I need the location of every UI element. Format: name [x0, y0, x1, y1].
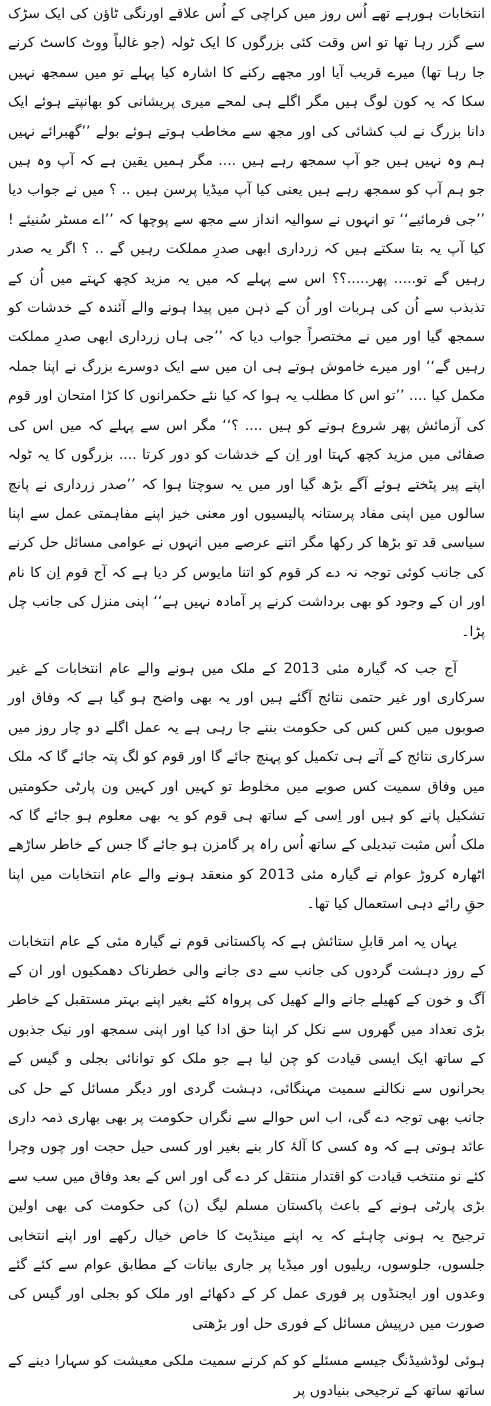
- article-paragraph-1: انتخابات ہورہے تھے اُس روز میں کراچی کے اُس علاقے اورنگی ٹاؤن کی ایک سڑک سے گزر رہا تھا تو اس وقت کئی بزرگوں کا ایک ٹولہ (جو غالباً ووٹ کاسٹ کرنے جا رہا تھا) میرے قریب آیا اور مجھے رکنے کا اشارہ کیا پہلے تو میں سمجھ نہیں سکا کہ یہ کون لوگ ہیں مگر اگلے ہی لمحے میری پریشانی کو بھانپتے ہوئے ایک دانا بزرگ نے لب کشائی کی اور مجھ سے مخاطب ہوتے ہوئے بولے ’’گھبرائے نہیں ہم وہ نہیں ہیں جو آپ سمجھ رہے ہیں .... مگر ہمیں یقین ہے کہ آپ وہ ہیں جو ہم آپ کو سمجھ رہے ہیں یعنی کیا آپ میڈیا پرسن ہیں .. ؟ میں نے جواب دیا ’’جی فرمائیے‘‘ تو انہوں نے سوالیہ انداز سے مجھ سے پوچھا کہ ’’اے مسٹر سُنیئے ! کیا آپ یہ بتا سکتے ہیں کہ زرداری ابھی صدرِ مملکت رہیں گے .. ؟ اگر یہ صدر رہیں گے تو..... پھر.....؟؟ اس سے پہلے کہ میں یہ مزید کچھ کہتے میں اُن کے تذبذب سے اُن کی ہربات اور اُن کے ذہن میں پیدا ہونے والے آئندہ کے خدشات کو سمجھ گیا اور میں نے مختصراً جواب دیا کہ ’’جی ہاں زرداری ابھی صدرِ مملکت رہیں گے‘‘ اور میرے خاموش ہوتے ہی ان میں سے ایک دوسرے بزرگ نے اپنا جملہ مکمل کیا .... ’’تو اس کا مطلب یہ ہوا کہ کیا نئے حکمرانوں کا کڑا امتحان اور قوم کی آزمائش پھر شروع ہونے کو ہیں .... ؟‘‘ مگر اس سے پہلے کہ میں اس کی صفائی میں مزید کچھ کہتا اور اِن کے خدشات کو دور کرتا .... بزرگوں کا یہ ٹولہ اپنے پیر پٹختے ہوئے آگے بڑھ گیا اور میں یہ سوچتا ہوا کہ ’’صدر زرداری نے پانچ سالوں میں اپنی مفاد پرستانہ پالیسیوں اور معنی خیز اپنے مفاہمتی عمل سے اپنا سیاسی قد تو بڑھا کر رکھا مگر اتنے عرصے میں انہوں نے عوامی مسائل حل کرنے کی جانب کوئی توجہ نہ دے کر قوم کو اتنا مایوس کر دیا ہے کہ آج قوم اِن کا نام اور ان کے وجود کو بھی برداشت کرنے پر آمادہ نہیں ہے‘‘ اپنی منزل کی جانب چل پڑا۔: [8, 6, 485, 640]
- article-paragraph-2: آج جب کہ گیارہ مئی 2013 کے ملک میں ہونے والے عام انتخابات کے غیر سرکاری اور غیر حتمی نتائج آگئے ہیں اور یہ بھی واضح ہو گیا ہے کہ وفاق اور صوبوں میں کس کس کی حکومت بننے جا رہی ہے یہ عمل اگلے دو چار روز میں سرکاری نتائج کے آتے ہی تکمیل کو پہنچ جائے گا اور قوم کو لگ پتہ جائے گا کہ ملک میں وفاق سمیت کس صوبے میں مخلوط تو کہیں اور کہیں ون پارٹی حکومتیں تشکیل پانے کو ہیں اور اِسی کے ساتھ ہی قوم کو یہ بھی معلوم ہو جائے گا کہ ملک اُس مثبت تبدیلی کے ساتھ اُس راہ پر گامزن ہو جائے گا جس کے خاطر ساڑھے اٹھارہ کروڑ عوام نے گیارہ مئی 2013 کو منعقد ہونے والے عام انتخابات میں اپنا حقِ رائے دہی استعمال کیا تھا۔: [8, 660, 485, 913]
- article-paragraph-3: یہاں یہ امر قابلِ ستائش ہے کہ پاکستانی قوم نے گیارہ مئی کے عام انتخابات کے روز دہشت گردوں کی جانب سے دی جانے والی خطرناک دھمکیوں اور ان کے آگ و خون کے کھیلے جانے والے کھیل کی پرواہ کئے بغیر اپنے بہتر مستقبل کے خاطر بڑی تعداد میں گھروں سے نکل کر اپنا حق ادا کیا اور اپنی سمجھ اور نیک جذبوں کے ساتھ ایک ایسی قیادت کو چن لیا ہے جو ملک کو توانائی بجلی و گیس کے بحرانوں سے نکالنے سمیت مہنگائی، دہشت گردی اور دیگر مسائل کے حل کی جانب بھی توجہ دے گی، اب اس حوالے سے نگراں حکومت پر بھی بھاری ذمہ داری عائد ہوتی ہے کہ وہ کسی کا آلۂ کار بنے بغیر اور کسی حیل حجت اور چوں وچرا کئے نو منتخب قیادت کو اقتدار منتقل کر دے گی اور اس کے بعد وفاق میں سب سے بڑی پارٹی ہونے کے باعث پاکستان مسلم لیگ (ن) کی حکومت کی بھی اولین ترجیح یہ ہونی چاہئے کہ یہ اپنے مینڈیٹ کا خاص خیال رکھے اور اپنے انتخابی جلسوں، جلوسوں، ریلیوں اور میڈیا پر جاری بیانات کے مطابق عوام سے کئے گئے وعدوں اور ایجنڈوں پر فوری عمل کر کے دکھائے اور ملک کو بجلی اور گیس کی صورت میں درپیش مسائل کے فوری حل اور بڑھتی: [8, 933, 485, 1332]
- article-paragraph-4: ہوئی لوڈشیڈنگ جیسے مسئلے کو کم کرنے سمیت ملکی معیشت کو سہارا دینے کے ساتھ ساتھ کے ترجیحی بنیادوں پر: [8, 1353, 485, 1399]
